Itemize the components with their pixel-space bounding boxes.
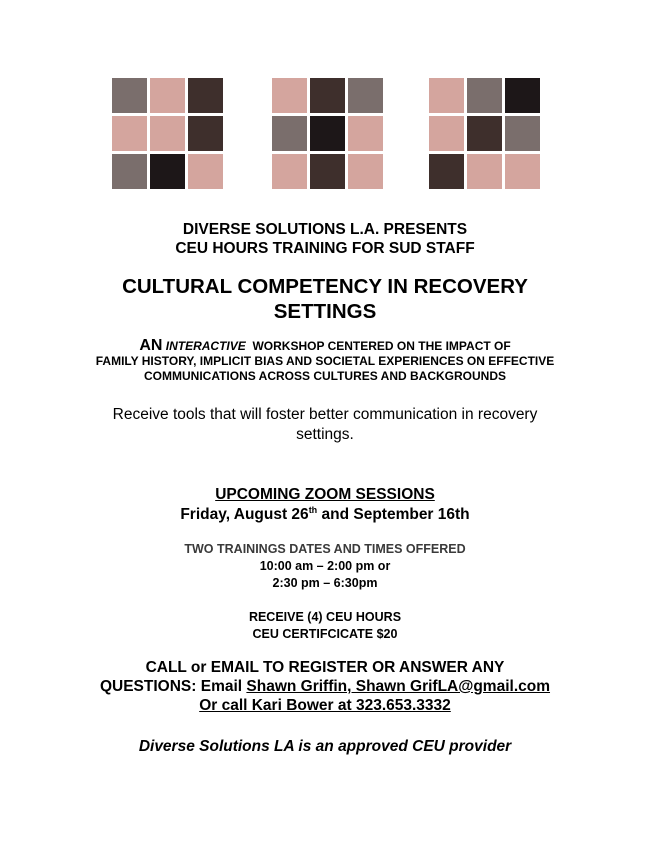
session-date-suffix: and September 16th bbox=[317, 506, 470, 523]
logo-square bbox=[272, 154, 307, 189]
contact-line-2 bbox=[0, 677, 650, 696]
trainings-section bbox=[0, 541, 650, 592]
presents-line-2: CEU HOURS TRAINING FOR SUD STAFF bbox=[175, 240, 475, 257]
logo-grid-3 bbox=[429, 78, 541, 190]
workshop-line-3: COMMUNICATIONS ACROSS CULTURES AND BACKGROUNDS bbox=[144, 369, 506, 383]
logo-square bbox=[188, 78, 223, 113]
session-dates bbox=[0, 505, 650, 525]
logo-square bbox=[272, 78, 307, 113]
workshop-description bbox=[0, 338, 650, 384]
trainings-heading: TWO TRAININGS DATES AND TIMES OFFERED bbox=[184, 542, 466, 556]
tools-statement bbox=[0, 405, 650, 445]
logo-square bbox=[467, 78, 502, 113]
provider-note: Diverse Solutions LA is an approved CEU provider bbox=[138, 738, 512, 755]
logo-square bbox=[272, 116, 307, 151]
logo-square bbox=[188, 116, 223, 151]
page-title bbox=[0, 274, 650, 324]
session-date-sup: th bbox=[308, 505, 318, 515]
title-line-1: CULTURAL COMPETENCY IN RECOVERY bbox=[122, 275, 528, 298]
logo-square bbox=[429, 154, 464, 189]
logo-square bbox=[505, 78, 540, 113]
logo-square bbox=[112, 78, 147, 113]
logo-square bbox=[150, 78, 185, 113]
training-time-2: 2:30 pm – 6:30pm bbox=[272, 576, 378, 590]
logo-square bbox=[310, 154, 345, 189]
logo-square bbox=[348, 154, 383, 189]
logo-grid-1 bbox=[112, 78, 224, 190]
training-time-1: 10:00 am – 2:00 pm or bbox=[259, 559, 391, 573]
workshop-line-1 bbox=[0, 338, 650, 354]
title-line-2: SETTINGS bbox=[273, 300, 377, 323]
logo-square bbox=[310, 116, 345, 151]
presents-heading bbox=[0, 220, 650, 258]
logo-square bbox=[112, 116, 147, 151]
logo-square bbox=[467, 116, 502, 151]
workshop-an: AN bbox=[139, 337, 163, 354]
logo bbox=[0, 78, 650, 190]
presents-line-1: DIVERSE SOLUTIONS L.A. PRESENTS bbox=[182, 221, 468, 238]
ceu-section bbox=[0, 609, 650, 643]
logo-grid-2 bbox=[272, 78, 384, 190]
workshop-line-1-rest: WORKSHOP CENTERED ON THE IMPACT OF bbox=[252, 339, 511, 353]
logo-square bbox=[348, 116, 383, 151]
logo-square bbox=[188, 154, 223, 189]
logo-square bbox=[429, 78, 464, 113]
logo-square bbox=[150, 116, 185, 151]
session-date-prefix: Friday, August 26 bbox=[180, 506, 309, 523]
ceu-certificate: CEU CERTIFCICATE $20 bbox=[252, 627, 398, 641]
workshop-line-2: FAMILY HISTORY, IMPLICIT BIAS AND SOCIETAL EXPERIENCES ON EFFECTIVE bbox=[95, 354, 555, 368]
contact-line-2-prefix: QUESTIONS: Email bbox=[99, 678, 247, 695]
workshop-interactive: INTERACTIVE bbox=[165, 339, 246, 353]
logo-square bbox=[310, 78, 345, 113]
phone-link[interactable]: Or call Kari Bower at 323.653.3332 bbox=[199, 697, 451, 714]
logo-square bbox=[505, 116, 540, 151]
tools-line-1: Receive tools that will foster better communication in recovery bbox=[112, 406, 538, 423]
contact-section bbox=[0, 658, 650, 715]
sessions-heading: UPCOMING ZOOM SESSIONS bbox=[215, 486, 435, 503]
logo-square bbox=[505, 154, 540, 189]
logo-square bbox=[112, 154, 147, 189]
tools-line-2: settings. bbox=[296, 426, 354, 443]
contact-line-1: CALL or EMAIL TO REGISTER OR ANSWER ANY bbox=[145, 659, 505, 676]
email-link[interactable]: Shawn Griffin, Shawn GrifLA@gmail.com bbox=[246, 678, 551, 695]
sessions-section bbox=[0, 485, 650, 525]
logo-square bbox=[429, 116, 464, 151]
logo-square bbox=[348, 78, 383, 113]
logo-square bbox=[467, 154, 502, 189]
ceu-hours: RECEIVE (4) CEU HOURS bbox=[248, 610, 402, 624]
logo-square bbox=[150, 154, 185, 189]
